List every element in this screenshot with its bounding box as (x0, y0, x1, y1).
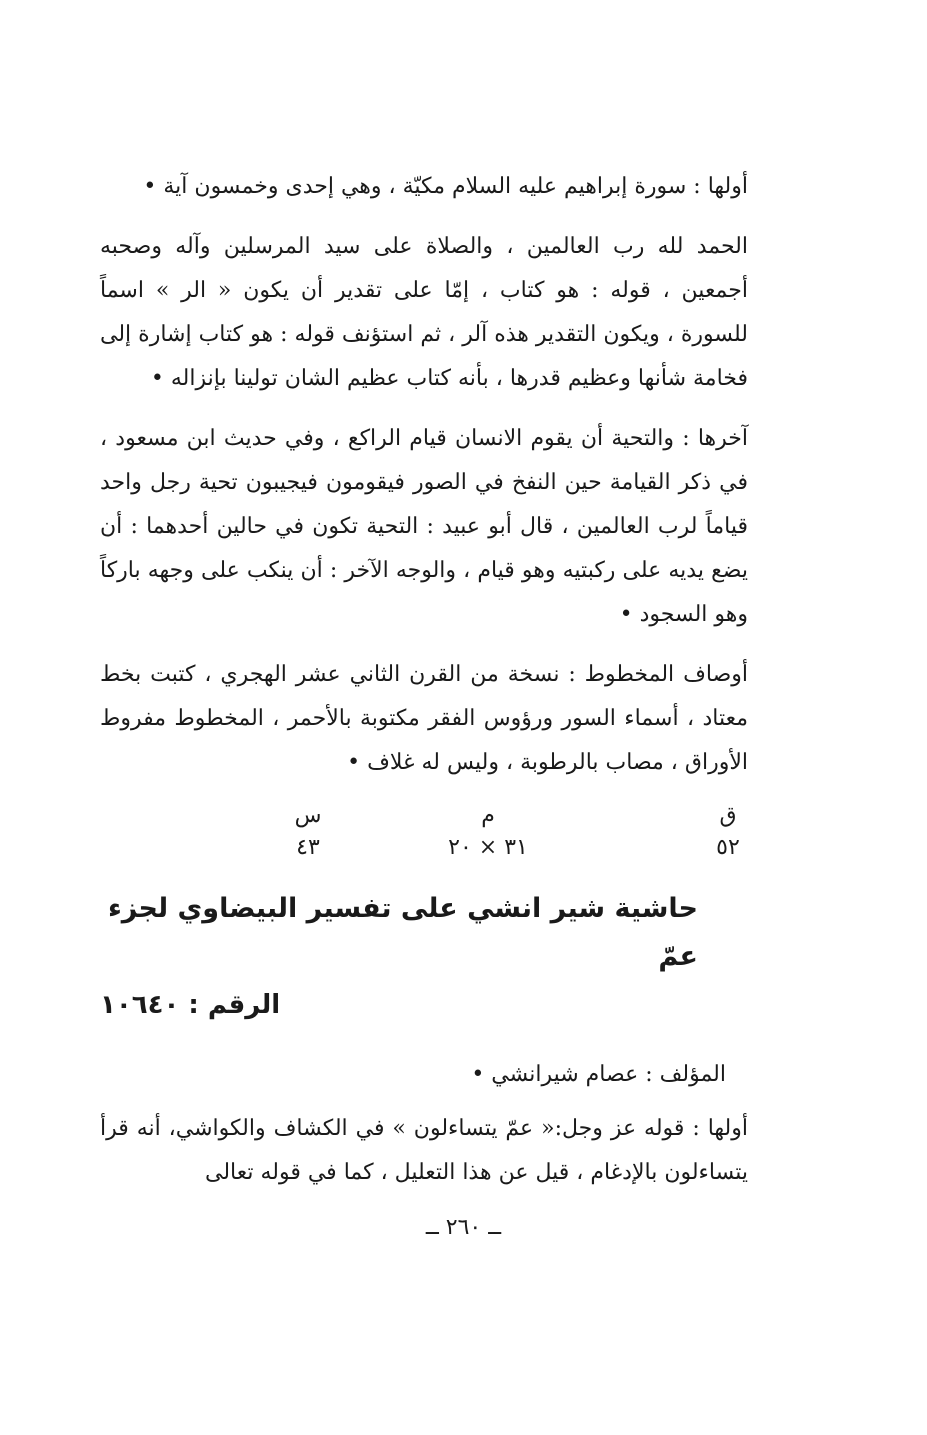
author-line: المؤلف : عصام شيرانشي • (471, 1062, 726, 1087)
stat-lines (248, 801, 368, 865)
stat-folios (668, 801, 788, 865)
stat-folios-value: ٥٢ (716, 835, 740, 860)
stat-dimensions-label: م (481, 803, 495, 828)
page-number: ــ ٢٦٠ ــ (425, 1215, 502, 1240)
stat-dimensions (428, 801, 548, 865)
last-lines-paragraph: آخرها : والتحية أن يقوم الانسان قيام الراكع ، وفي حديث ابن مسعود ، في ذكر القيامة حين النفخ في الصور فيقومون فيجيبون تحية رجل واحد قياماً لرب العالمين ، قال أبو عبيد : التحية تكون في حالين أحدهما : أن يضع يديه على ركبتيه وهو قيام ، والوجه الآخر : أن ينكب على وجهه باركاً وهو السجود • (100, 426, 748, 627)
catalog-number-text: الرقم : ١٠٦٤٠ (100, 990, 281, 1020)
stat-lines-value: ٤٣ (296, 835, 320, 860)
second-first-lines-paragraph: أولها : قوله عز وجل:« عمّ يتساءلون » في الكشاف والكواشي، أنه قرأ يتساءلون بالإدغام ، قيل عن هذا التعليل ، كما في قوله تعالى (100, 1116, 748, 1185)
stat-folios-label: ق (719, 803, 737, 828)
page-body (100, 165, 748, 1211)
manuscript-description: أوصاف المخطوط : نسخة من القرن الثاني عشر الهجري ، كتبت بخط معتاد ، أسماء السور ورؤوس الفقر مكتوبة بالأحمر ، المخطوط مفروط الأوراق ، مصاب بالرطوبة ، وليس له غلاف • (100, 662, 748, 775)
stat-dimensions-value: ٣١ × ٢٠ (448, 835, 528, 860)
first-lines-paragraph: أولها : سورة إبراهيم عليه السلام مكيّة ، وهي إحدى وخمسون آية • (143, 174, 748, 199)
stat-lines-label: س (294, 803, 322, 828)
section-title: حاشية شير انشي على تفسير البيضاوي لجزء عمّ (107, 893, 698, 972)
manuscript-stats (100, 801, 748, 871)
catalog-number (100, 981, 748, 1029)
intro-paragraph: الحمد لله رب العالمين ، والصلاة على سيد المرسلين وآله وصحبه أجمعين ، قوله : هو كتاب ، إمّا على تقدير أن يكون « الر » اسماً للسورة ، ويكون التقدير هذه آلر ، ثم استؤنف قوله : هو كتاب إشارة إلى فخامة شأنها وعظيم قدرها ، بأنه كتاب عظيم الشان تولينا بإنزاله • (100, 234, 748, 391)
